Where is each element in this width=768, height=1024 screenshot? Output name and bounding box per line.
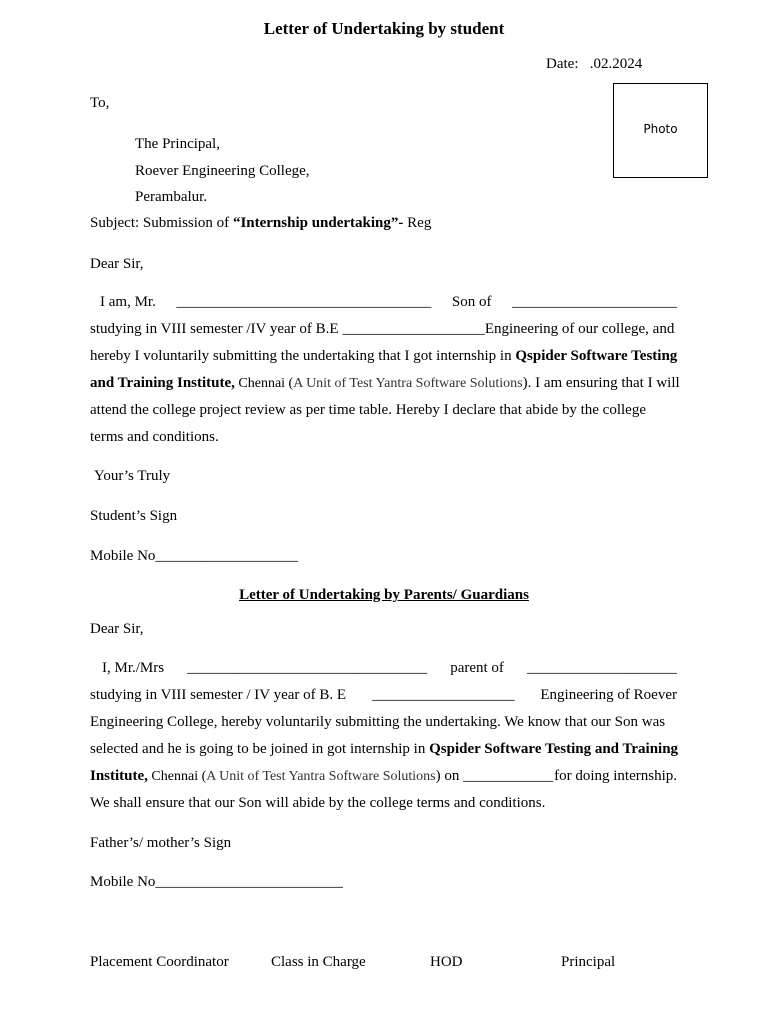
parent-mobile-label: Mobile No — [90, 874, 156, 890]
signatory-placement-coordinator: Placement Coordinator — [90, 954, 229, 970]
addressee-line-2: Roever Engineering College, — [135, 163, 310, 179]
student-paragraph — [90, 289, 680, 451]
company-unit: A Unit of Test Yantra Software Solutions — [293, 376, 523, 391]
student-line-2-b: Engineering of our college, and — [484, 321, 675, 337]
parents-line-4-text: selected and he is going to be joined in got internship in — [90, 741, 430, 757]
closing-line: Your’s Truly — [94, 468, 171, 484]
parents-line-2-a: studying in VIII semester / IV year of B. E — [90, 687, 347, 703]
student-line-4 — [90, 370, 680, 397]
date-value: .02.2024 — [589, 56, 643, 72]
parents-line-3-text: Engineering College, hereby voluntarily submitting the undertaking. We know that our Son was — [90, 714, 666, 730]
addressee-line-1: The Principal, — [135, 136, 220, 152]
parents-line-1-b: parent of — [450, 660, 504, 676]
to-line: To, — [90, 95, 110, 111]
student-mobile-label: Mobile No — [90, 548, 156, 564]
subject-prefix: Subject: Submission of — [90, 215, 233, 231]
subject-line — [90, 215, 431, 232]
photo-label: Photo — [643, 122, 678, 136]
parents-line-3 — [90, 709, 677, 736]
parent-sign-label: Father’s/ mother’s Sign — [90, 835, 232, 851]
student-line-2 — [90, 316, 677, 343]
parents-paragraph — [90, 655, 677, 817]
parent-name-blank: ________________________________ — [187, 660, 428, 676]
parents-company-city: Chennai ( — [147, 769, 207, 784]
document-title: Letter of Undertaking by student — [263, 19, 505, 38]
student-line-6: terms and conditions. — [90, 429, 219, 445]
parents-line-2 — [90, 682, 677, 709]
parents-line-5 — [90, 763, 677, 790]
student-line-4-rest: ). I am ensuring that I will — [522, 375, 680, 391]
company-name-bold-2: and Training Institute, — [90, 375, 235, 391]
student-line-5-text: attend the college project review as per time table. Hereby I declare that abide by the college — [90, 402, 646, 418]
student-line-1-a: I am, Mr. — [100, 294, 156, 310]
parents-department-blank: ___________________ — [371, 687, 515, 703]
addressee-line-3: Perambalur. — [135, 189, 208, 205]
parents-line-4 — [90, 736, 677, 763]
parents-salutation: Dear Sir, — [90, 621, 144, 637]
subject-suffix: Reg — [403, 215, 432, 231]
parents-line-1-a: I, Mr./Mrs — [102, 660, 165, 676]
signatory-class-in-charge: Class in Charge — [271, 954, 366, 970]
parents-line-1 — [90, 655, 677, 682]
date-line — [546, 56, 642, 73]
student-line-1-b: Son of — [451, 294, 492, 310]
parents-line-5-on: ) on — [435, 768, 464, 784]
student-line-5 — [90, 397, 677, 424]
parents-heading: Letter of Undertaking by Parents/ Guardians — [239, 587, 529, 603]
company-city: Chennai ( — [234, 376, 294, 391]
parents-company-unit: A Unit of Test Yantra Software Solutions — [206, 769, 436, 784]
student-line-3-text: hereby I voluntarily submitting the undertaking that I got internship in — [90, 348, 516, 364]
date-label: Date: — [546, 56, 579, 72]
student-line-2-a: studying in VIII semester /IV year of B.E — [90, 321, 343, 337]
department-blank: ___________________ — [342, 321, 485, 337]
ward-name-blank: ____________________ — [526, 660, 677, 676]
student-line-1 — [90, 289, 677, 316]
parent-mobile-line — [90, 874, 343, 891]
parents-company-bold-2: Institute, — [90, 768, 148, 784]
parent-mobile-blank: _________________________ — [155, 874, 343, 890]
student-mobile-blank: ___________________ — [155, 548, 298, 564]
student-name-blank: __________________________________ — [176, 294, 432, 310]
signatory-hod: HOD — [430, 954, 463, 970]
parents-company-bold: Qspider Software Testing and Training — [429, 741, 679, 757]
signatory-principal: Principal — [561, 954, 616, 970]
subject-bold: “Internship undertaking”- — [232, 215, 404, 231]
parents-line-2-b: Engineering of Roever — [540, 687, 677, 703]
student-line-3 — [90, 343, 677, 370]
company-name-bold: Qspider Software Testing — [515, 348, 678, 364]
student-salutation: Dear Sir, — [90, 256, 144, 272]
parents-line-6: We shall ensure that our Son will abide by the college terms and conditions. — [90, 795, 546, 811]
father-name-blank: ______________________ — [511, 294, 677, 310]
student-sign-label: Student’s Sign — [90, 508, 178, 524]
date-blank: ____________ — [463, 768, 554, 784]
photo-box — [613, 83, 708, 178]
parents-line-5-rest: for doing internship. — [554, 768, 677, 784]
student-mobile-line — [90, 548, 298, 565]
